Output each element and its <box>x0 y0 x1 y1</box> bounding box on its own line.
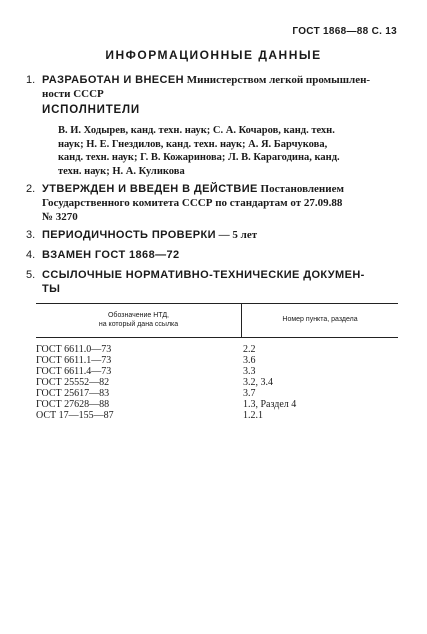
executors-line: техн. наук; Н. А. Куликова <box>58 165 185 177</box>
section-1-text-line2: ности СССР <box>42 88 104 100</box>
table-cell-doc: ГОСТ 27628—88 <box>36 399 110 410</box>
section-1-heading: РАЗРАБОТАН И ВНЕСЕН <box>42 74 184 86</box>
table-cell-clause: 3.7 <box>243 388 256 399</box>
section-2-heading: УТВЕРЖДЕН И ВВЕДЕН В ДЕЙСТВИЕ <box>42 183 258 195</box>
table-cell-clause: 1.3, Раздел 4 <box>243 399 297 410</box>
section-2-number: 2. <box>26 183 36 195</box>
section-5-number: 5. <box>26 269 36 281</box>
table-header-doc-line1: Обозначение НТД, <box>107 312 170 319</box>
section-2-text-line1: Постановлением <box>260 183 344 195</box>
section-3 <box>26 228 396 242</box>
section-5-heading-line2: ТЫ <box>42 283 61 295</box>
section-1-text-line1: Министерством легкой промышлен- <box>186 74 371 86</box>
section-5 <box>26 268 396 296</box>
section-2 <box>26 182 396 224</box>
table-header-clause: Номер пункта, раздела <box>282 316 358 323</box>
section-2-text-line2: Государственного комитета СССР по стандартам от 27.09.88 <box>42 197 343 209</box>
table-cell-doc: ГОСТ 25552—82 <box>36 377 110 388</box>
table-row <box>36 399 398 410</box>
table-cell-clause: 3.6 <box>243 355 256 366</box>
executors-line: канд. техн. наук; Г. В. Кожаринова; Л. В. Карагодина, канд. <box>58 152 340 163</box>
table-cell-doc: ГОСТ 6611.1—73 <box>36 355 112 366</box>
page-header: ГОСТ 1868—88 С. 13 <box>292 26 397 37</box>
table-cell-clause: 3.2, 3.4 <box>243 377 273 388</box>
section-4-heading: ВЗАМЕН ГОСТ 1868—72 <box>42 249 180 261</box>
section-1 <box>26 73 396 101</box>
executors-line: наук; Н. Е. Гнездилов, канд. техн. наук; А. Я. Барчукова, <box>58 138 328 150</box>
section-3-number: 3. <box>26 229 36 241</box>
section-3-heading: ПЕРИОДИЧНОСТЬ ПРОВЕРКИ <box>42 229 216 241</box>
table-cell-clause: 3.3 <box>243 366 256 377</box>
table-cell-doc: ГОСТ 6611.0—73 <box>36 344 112 355</box>
section-2-text-line3: № 3270 <box>42 211 78 223</box>
section-4-number: 4. <box>26 249 36 261</box>
table-row <box>36 355 398 366</box>
table-body <box>36 344 398 421</box>
table-row <box>36 388 398 399</box>
table-header-doc <box>36 311 241 329</box>
section-4 <box>26 248 396 262</box>
table-row <box>36 366 398 377</box>
document-title: ИНФОРМАЦИОННЫЕ ДАННЫЕ <box>105 48 322 62</box>
section-1-number: 1. <box>26 74 36 86</box>
table-cell-clause: 2.2 <box>243 344 256 355</box>
executors-line: В. И. Ходырев, канд. техн. наук; С. А. Кочаров, канд. техн. <box>58 125 335 136</box>
table-header-doc-line2: на который дана ссылка <box>98 321 179 328</box>
section-3-text: — 5 лет <box>218 229 258 241</box>
table-top-rule <box>36 303 398 304</box>
table-row <box>36 377 398 388</box>
table-cell-clause: 1.2.1 <box>243 410 263 421</box>
table-cell-doc: ОСТ 17—155—87 <box>36 410 114 421</box>
executors-list <box>58 124 396 178</box>
executors-heading: ИСПОЛНИТЕЛИ <box>42 104 140 116</box>
table-cell-doc: ГОСТ 6611.4—73 <box>36 366 112 377</box>
table-row <box>36 344 398 355</box>
table-row <box>36 410 398 421</box>
table-header-rule <box>36 337 398 338</box>
section-5-heading-line1: ССЫЛОЧНЫЕ НОРМАТИВНО-ТЕХНИЧЕСКИЕ ДОКУМЕН- <box>42 269 365 281</box>
table-cell-doc: ГОСТ 25617—83 <box>36 388 110 399</box>
